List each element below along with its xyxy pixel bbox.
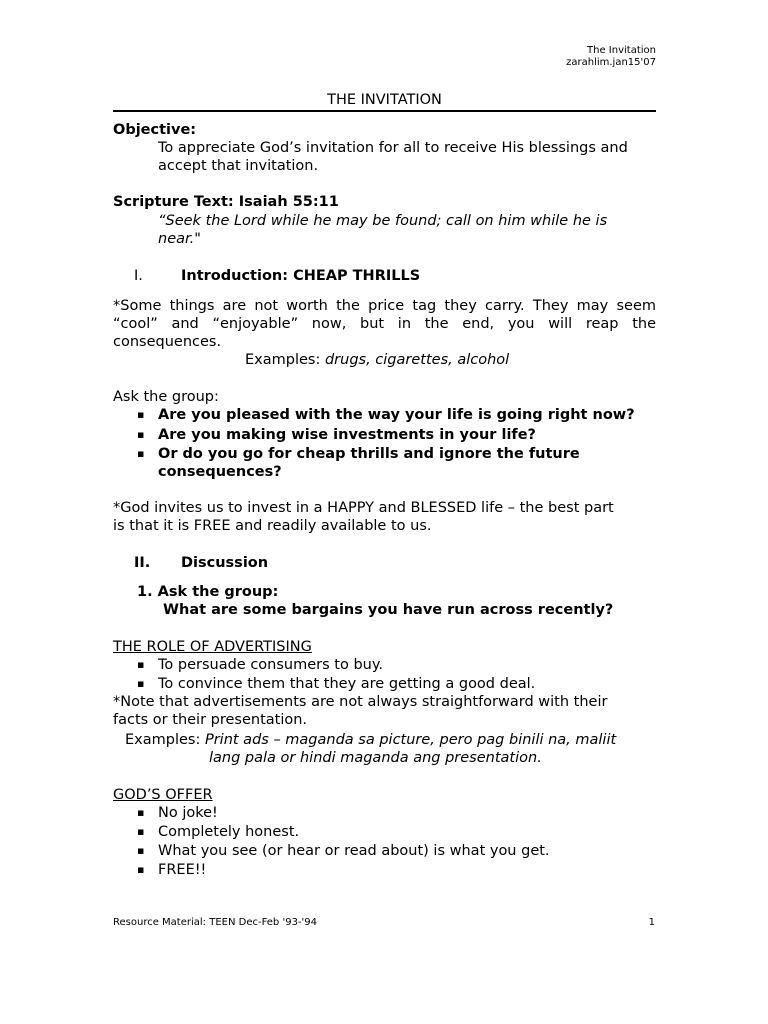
examples-text: Print ads – maganda sa picture, pero pag binili na, maliit: [204, 732, 617, 748]
section-heading: Discussion: [181, 555, 269, 571]
bullet-icon: ▪: [137, 447, 145, 460]
bullet-icon: ▪: [137, 844, 145, 857]
gods-offer-bullet: What you see (or hear or read about) is what you get.: [158, 843, 550, 859]
intro-paragraph-line: “cool” and “enjoyable” now, but in the end, you will reap the: [113, 316, 656, 332]
header-doc-title: The Invitation: [587, 45, 656, 56]
examples-text: drugs, cigarettes, alcohol: [324, 352, 510, 368]
scripture-label: Scripture Text: Isaiah 55:11: [113, 194, 339, 210]
gods-offer-heading: GOD’S OFFER: [113, 787, 213, 803]
bullet-icon: ▪: [137, 806, 145, 819]
gods-offer-bullet: No joke!: [158, 805, 218, 821]
objective-line: To appreciate God’s invitation for all to receive His blessings and: [158, 140, 628, 156]
intro-examples: [245, 351, 509, 369]
discussion-item-label: 1. Ask the group:: [137, 584, 279, 600]
discussion-item-question: What are some bargains you have run across recently?: [163, 602, 614, 618]
question-item-continued: consequences?: [158, 464, 282, 480]
section-numeral: II.: [134, 555, 151, 571]
intro-paragraph-line: consequences.: [113, 334, 222, 350]
title-rule: [113, 110, 656, 112]
objective-line: accept that invitation.: [158, 158, 319, 174]
bullet-icon: ▪: [137, 408, 145, 421]
bullet-icon: ▪: [137, 825, 145, 838]
header-author-date: zarahlim.jan15'07: [566, 57, 656, 68]
bullet-icon: ▪: [137, 658, 145, 671]
question-item: Or do you go for cheap thrills and ignore the future: [158, 446, 580, 462]
god-invites-line: is that it is FREE and readily available to us.: [113, 518, 432, 534]
intro-paragraph-line: *Some things are not worth the price tag they carry. They may seem: [113, 298, 656, 314]
advertising-examples-continued: lang pala or hindi maganda ang presentation.: [209, 750, 542, 766]
gods-offer-bullet: Completely honest.: [158, 824, 300, 840]
section-heading: Introduction: CHEAP THRILLS: [181, 268, 421, 284]
advertising-heading: THE ROLE OF ADVERTISING: [113, 639, 312, 655]
examples-label: Examples:: [125, 732, 205, 748]
bullet-icon: ▪: [137, 677, 145, 690]
objective-label: Objective:: [113, 122, 197, 138]
gods-offer-bullet: FREE!!: [158, 862, 207, 878]
section-numeral: I.: [134, 268, 143, 284]
advertising-note-line: facts or their presentation.: [113, 712, 308, 728]
advertising-examples: [125, 731, 616, 749]
god-invites-line: *God invites us to invest in a HAPPY and BLESSED life – the best part: [113, 500, 614, 516]
ask-the-group-label: Ask the group:: [113, 389, 219, 405]
scripture-quote-line: “Seek the Lord while he may be found; call on him while he is: [158, 213, 608, 229]
bullet-icon: ▪: [137, 863, 145, 876]
page-number: 1: [648, 917, 655, 928]
advertising-bullet: To persuade consumers to buy.: [158, 657, 383, 673]
scripture-quote-line: near.": [158, 231, 201, 247]
examples-label: Examples:: [245, 352, 325, 368]
advertising-note-line: *Note that advertisements are not always straightforward with their: [113, 694, 608, 710]
footer-source: Resource Material: TEEN Dec-Feb '93-'94: [113, 917, 318, 928]
advertising-bullet: To convince them that they are getting a good deal.: [158, 676, 536, 692]
question-item: Are you making wise investments in your life?: [158, 427, 536, 443]
page-title: THE INVITATION: [327, 92, 442, 108]
question-item: Are you pleased with the way your life is going right now?: [158, 407, 635, 423]
bullet-icon: ▪: [137, 428, 145, 441]
